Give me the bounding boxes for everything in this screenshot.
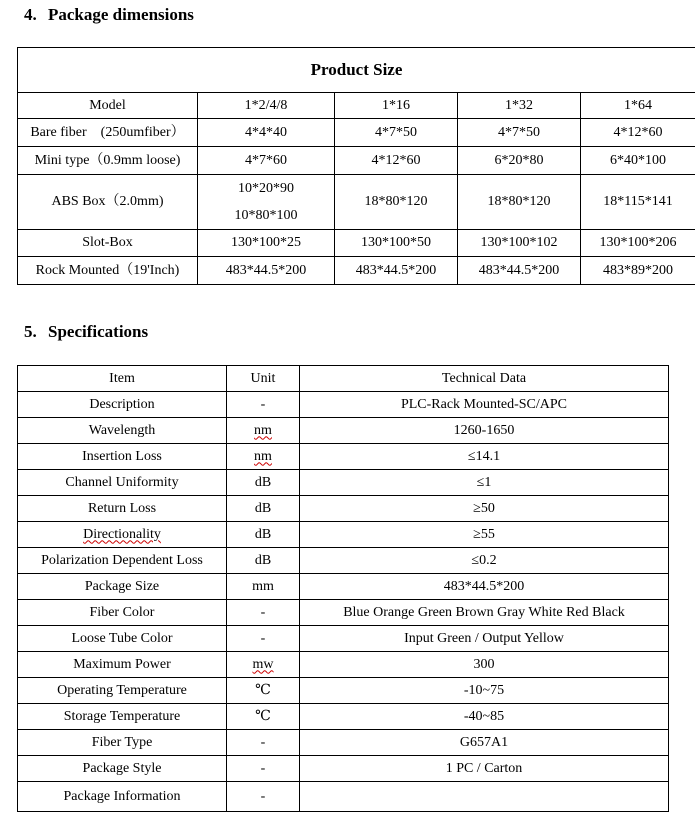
- cell-text: Input Green / Output Yellow: [404, 630, 564, 646]
- row-label: ABS Box（2.0mm): [18, 175, 198, 230]
- header-cell: 1*16: [335, 93, 458, 119]
- spec-value-cell: [300, 496, 669, 522]
- table-cell: 4*7*60: [198, 147, 335, 175]
- spec-value-cell: [300, 470, 669, 496]
- spec-value-cell: [300, 574, 669, 600]
- section-number: 4.: [24, 5, 37, 24]
- table-cell: 6*40*100: [581, 147, 695, 175]
- table-row: [18, 626, 669, 652]
- table-header-row: [18, 93, 695, 119]
- table-cell: 18*80*120: [458, 175, 581, 230]
- cell-text: ℃: [255, 708, 271, 724]
- cell-text: nm: [254, 448, 272, 464]
- table-row: [18, 175, 695, 230]
- cell-text: Fiber Type: [91, 734, 153, 750]
- table-row: [18, 230, 695, 257]
- cell-text: dB: [254, 552, 272, 568]
- spec-value-cell: [300, 548, 669, 574]
- spec-unit-cell: [227, 730, 300, 756]
- cell-text: Operating Temperature: [57, 682, 187, 698]
- table-cell: 4*12*60: [581, 119, 695, 147]
- spec-item-cell: [18, 392, 227, 418]
- row-label: Rock Mounted（19'Inch): [18, 257, 198, 285]
- spec-item-cell: [18, 418, 227, 444]
- cell-text: -: [260, 396, 266, 412]
- spec-item-cell: [18, 444, 227, 470]
- table-cell: 483*44.5*200: [458, 257, 581, 285]
- section-heading-specifications: [24, 322, 148, 342]
- header-cell: Unit: [227, 366, 300, 392]
- table-cell: 18*80*120: [335, 175, 458, 230]
- table-cell: 130*100*206: [581, 230, 695, 257]
- header-cell: Item: [18, 366, 227, 392]
- cell-line: 10*20*90: [238, 181, 294, 196]
- table-cell: 4*4*40: [198, 119, 335, 147]
- cell-text: ≥50: [473, 500, 495, 516]
- cell-text: dB: [254, 500, 272, 516]
- table-cell: 483*44.5*200: [335, 257, 458, 285]
- table-row: [18, 444, 669, 470]
- section-title: Package dimensions: [48, 5, 194, 24]
- row-label: Slot-Box: [18, 230, 198, 257]
- cell-text: ≤14.1: [467, 448, 501, 464]
- spec-item-cell: [18, 574, 227, 600]
- table-cell: 130*100*50: [335, 230, 458, 257]
- table-cell: 18*115*141: [581, 175, 695, 230]
- spec-item-cell: [18, 496, 227, 522]
- row-label: Mini type（0.9mm loose): [18, 147, 198, 175]
- cell-text: dB: [254, 526, 272, 542]
- header-cell: 1*32: [458, 93, 581, 119]
- cell-text: Loose Tube Color: [71, 630, 173, 646]
- table-row: [18, 756, 669, 782]
- spec-unit-cell: [227, 626, 300, 652]
- spec-item-cell: [18, 470, 227, 496]
- cell-text: mw: [252, 656, 274, 672]
- spec-item-cell: [18, 756, 227, 782]
- spec-value-cell: [300, 678, 669, 704]
- table-cell: 4*7*50: [335, 119, 458, 147]
- spec-item-cell: [18, 704, 227, 730]
- cell-text: ≥55: [473, 526, 495, 542]
- table-cell: [198, 175, 335, 230]
- cell-text: 483*44.5*200: [443, 578, 525, 594]
- spec-item-cell: [18, 600, 227, 626]
- cell-text: Package Size: [84, 578, 160, 594]
- cell-text: 1260-1650: [453, 422, 515, 438]
- cell-line: 10*80*100: [234, 208, 298, 223]
- spec-unit-cell: [227, 782, 300, 812]
- header-cell: Model: [18, 93, 198, 119]
- cell-text: Package Information: [63, 788, 181, 804]
- spec-item-cell: [18, 782, 227, 812]
- row-label: Bare fiber (250umfiber）: [18, 119, 198, 147]
- spec-unit-cell: [227, 652, 300, 678]
- spec-unit-cell: [227, 600, 300, 626]
- spec-unit-cell: [227, 678, 300, 704]
- cell-text: Fiber Color: [89, 604, 155, 620]
- cell-text: -40~85: [463, 708, 505, 724]
- spec-value-cell: [300, 782, 669, 812]
- table-cell: 483*44.5*200: [198, 257, 335, 285]
- section-heading-package-dimensions: [24, 5, 194, 25]
- spec-unit-cell: [227, 522, 300, 548]
- spec-unit-cell: [227, 704, 300, 730]
- table-row: [18, 147, 695, 175]
- table-title-row: [18, 48, 695, 93]
- spec-value-cell: [300, 600, 669, 626]
- cell-text: Blue Orange Green Brown Gray White Red Black: [343, 604, 625, 620]
- cell-text: -: [260, 788, 266, 804]
- spec-value-cell: [300, 730, 669, 756]
- spec-value-cell: [300, 418, 669, 444]
- table-row: [18, 652, 669, 678]
- cell-text: dB: [254, 474, 272, 490]
- spec-unit-cell: [227, 756, 300, 782]
- spec-value-cell: [300, 444, 669, 470]
- cell-text: PLC-Rack Mounted-SC/APC: [400, 396, 568, 412]
- spec-item-cell: [18, 522, 227, 548]
- cell-text: ≤0.2: [471, 552, 497, 568]
- cell-text: Description: [89, 396, 155, 412]
- table-cell: 130*100*102: [458, 230, 581, 257]
- spec-item-cell: [18, 652, 227, 678]
- spec-unit-cell: [227, 548, 300, 574]
- spec-item-cell: [18, 730, 227, 756]
- table-cell: 4*7*50: [458, 119, 581, 147]
- table-row: [18, 730, 669, 756]
- table-cell: 4*12*60: [335, 147, 458, 175]
- spec-unit-cell: [227, 392, 300, 418]
- cell-text: Package Style: [82, 760, 162, 776]
- spec-item-cell: [18, 678, 227, 704]
- cell-text: -: [260, 604, 266, 620]
- spec-unit-cell: [227, 418, 300, 444]
- spec-unit-cell: [227, 470, 300, 496]
- cell-text: Wavelength: [88, 422, 156, 438]
- spec-value-cell: [300, 652, 669, 678]
- spec-value-cell: [300, 626, 669, 652]
- section-title: Specifications: [48, 322, 149, 341]
- table-row: [18, 782, 669, 812]
- cell-text: 300: [473, 656, 495, 672]
- cell-text: -10~75: [463, 682, 505, 698]
- spec-value-cell: [300, 704, 669, 730]
- cell-text: Directionality: [83, 526, 161, 542]
- table-row: [18, 257, 695, 285]
- section-number: 5.: [24, 322, 37, 341]
- table-cell: 130*100*25: [198, 230, 335, 257]
- spec-value-cell: [300, 392, 669, 418]
- cell-text: Channel Uniformity: [65, 474, 179, 490]
- cell-text: ≤1: [476, 474, 492, 490]
- header-cell: 1*64: [581, 93, 695, 119]
- header-cell: 1*2/4/8: [198, 93, 335, 119]
- table-header-row: [18, 366, 669, 392]
- spec-unit-cell: [227, 574, 300, 600]
- specifications-table: [17, 365, 669, 812]
- table-row: [18, 678, 669, 704]
- spec-item-cell: [18, 626, 227, 652]
- cell-text: -: [260, 630, 266, 646]
- table-cell: 483*89*200: [581, 257, 695, 285]
- cell-text: Return Loss: [87, 500, 157, 516]
- table-row: [18, 704, 669, 730]
- cell-text: Insertion Loss: [82, 448, 162, 464]
- table-row: [18, 119, 695, 147]
- spec-value-cell: [300, 756, 669, 782]
- product-size-table: [17, 47, 695, 285]
- table-row: [18, 496, 669, 522]
- cell-text: Storage Temperature: [63, 708, 181, 724]
- header-cell: Technical Data: [300, 366, 669, 392]
- table-row: [18, 470, 669, 496]
- cell-text: mm: [252, 578, 274, 594]
- spec-value-cell: [300, 522, 669, 548]
- spec-unit-cell: [227, 444, 300, 470]
- table-cell: 6*20*80: [458, 147, 581, 175]
- table-row: [18, 418, 669, 444]
- cell-text: -: [260, 760, 266, 776]
- table-row: [18, 600, 669, 626]
- table-row: [18, 392, 669, 418]
- table-row: [18, 574, 669, 600]
- cell-text: Polarization Dependent Loss: [41, 552, 203, 568]
- spec-unit-cell: [227, 496, 300, 522]
- cell-text: nm: [254, 422, 272, 438]
- table-row: [18, 522, 669, 548]
- table-row: [18, 548, 669, 574]
- spec-item-cell: [18, 548, 227, 574]
- cell-text: G657A1: [459, 734, 509, 750]
- cell-text: 1 PC / Carton: [445, 760, 523, 776]
- cell-text: ℃: [255, 682, 271, 698]
- cell-text: -: [260, 734, 266, 750]
- cell-text: Maximum Power: [73, 656, 171, 672]
- table-title: Product Size: [18, 48, 695, 93]
